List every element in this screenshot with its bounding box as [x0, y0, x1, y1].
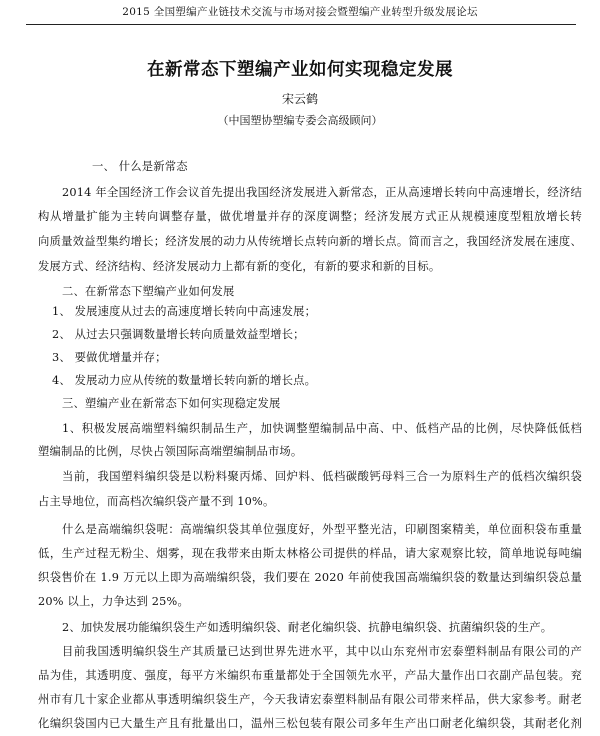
section-heading-3: 三、塑编产业在新常态下如何实现稳定发展	[62, 397, 281, 410]
list-item: 1、 发展速度从过去的高速度增长转向中高速发展；	[52, 305, 317, 318]
body-line: 品为佳，其透明度、强度，每平方米编织布重量都处于全国领先水平，产品大量作出口衣副产品包装。兖	[38, 669, 582, 682]
body-line: 发展方式、经济结构、经济发展动力上都有新的变化，有新的要求和新的目标。	[38, 260, 441, 273]
body-line: 化编织袋国内已大量生产且有批量出口，温州三松包装有限公司多年生产出口耐老化编织袋，其耐老化剂	[38, 717, 582, 730]
author-affiliation: （中国塑协塑编专委会高级顾问）	[217, 114, 383, 127]
list-item: 2、 从过去只强调数量增长转向质量效益型增长；	[52, 328, 305, 341]
body-line: 州市有几十家企业都从事透明编织袋生产，今天我请宏泰塑料制品有限公司带来样品，供大家参考。耐老	[38, 693, 582, 706]
body-line: 低，生产过程无粉尘、烟雾，现在我带来由斯太林格公司提供的样品，请大家观察比较，简单地说每吨编	[38, 547, 582, 560]
body-line: 20% 以上，力争达到 25%。	[38, 595, 189, 608]
body-line: 1、积极发展高端塑料编织制品生产，加快调整塑编制品中高、中、低档产品的比例，尽快降低低档	[62, 422, 582, 435]
article-author: 宋云鹤	[281, 92, 318, 106]
list-item: 4、 发展动力应从传统的数量增长转向新的增长点。	[52, 374, 317, 387]
body-line: 织袋售价在 1.9 万元以上即为高端编织袋，我们要在 2020 年前使我国高端编织袋的数量达到编织袋总量	[38, 571, 582, 584]
list-item: 3、 要做优增量并存；	[52, 351, 167, 364]
body-line: 目前我国透明编织袋生产其质量已达到世界先进水平，其中以山东兖州市宏泰塑料制品有限公司的产	[62, 645, 582, 658]
body-line: 占主导地位，而高档次编织袋产量不到 10%。	[38, 495, 275, 508]
body-line: 当前，我国塑料编织袋是以粉料聚丙烯、回炉料、低档碳酸钙母料三合一为原料生产的低档次编织袋	[62, 470, 582, 483]
body-line: 向质量效益型集约增长；经济发展的动力从传统增长点转向新的增长点。简而言之，我国经济发展在速度、	[38, 235, 582, 248]
body-line: 塑编制品的比例，尽快占领国际高端塑编制品市场。	[38, 445, 303, 458]
body-line: 构从增量扩能为主转向调整存量，做优增量并存的深度调整；经济发展方式正从规模速度型粗放增长转	[38, 210, 582, 223]
article-title: 在新常态下塑编产业如何实现稳定发展	[147, 60, 453, 80]
section-heading-2: 二、在新常态下塑编产业如何发展	[62, 285, 235, 298]
running-header: 2015 全国塑编产业链技术交流与市场对接会暨塑编产业转型升级发展论坛	[122, 6, 478, 18]
body-line: 2、加快发展功能编织袋生产如透明编织袋、耐老化编织袋、抗静电编织袋、抗菌编织袋的生产。	[62, 621, 553, 634]
header-rule	[26, 24, 576, 25]
body-line: 2014 年全国经济工作会议首先提出我国经济发展进入新常态，正从高速增长转向中高速增长，经济结	[62, 186, 582, 199]
body-line: 什么是高端编织袋呢：高端编织袋其单位强度好，外型平整光洁，印刷图案精美，单位面积袋布重量	[62, 523, 582, 536]
section-heading-1: 一、 什么是新常态	[92, 160, 188, 173]
